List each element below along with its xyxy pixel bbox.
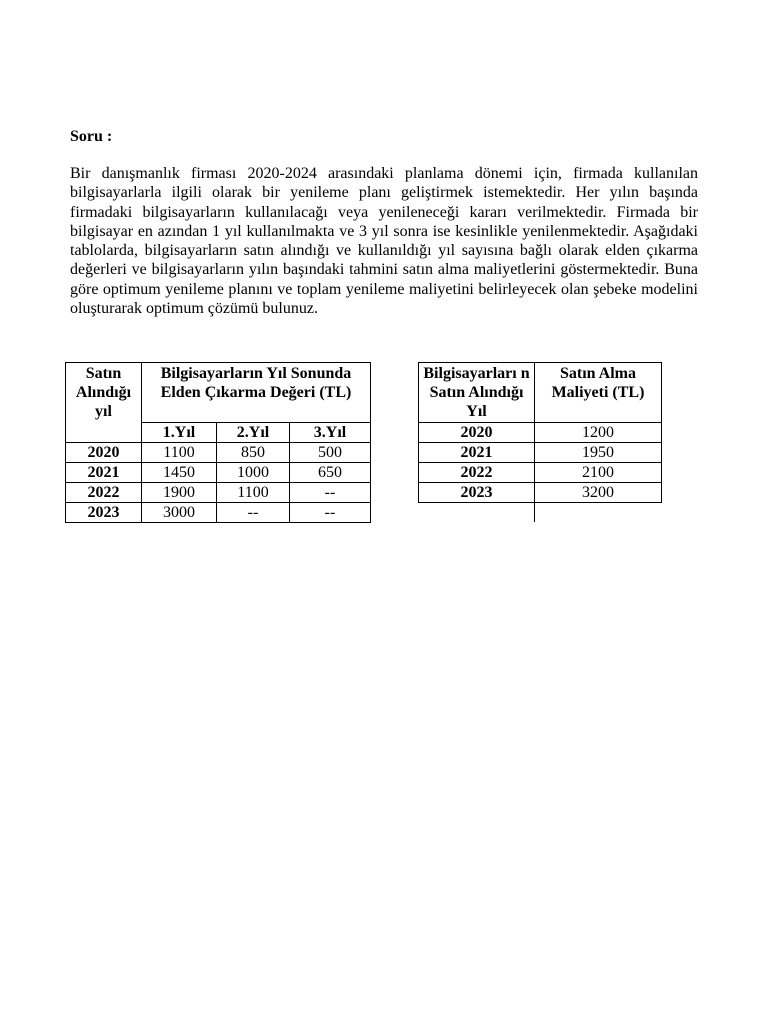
salvage-header-row <box>66 363 371 423</box>
table-row <box>419 483 662 503</box>
row-year: 2022 <box>66 483 142 503</box>
purchase-cost-header: Satın Alma Maliyeti (TL) <box>535 363 662 423</box>
purchase-cost-table <box>418 362 662 522</box>
salvage-value: 1100 <box>217 483 290 503</box>
table-row <box>66 463 371 483</box>
year-1-header: 1.Yıl <box>142 423 217 443</box>
purchase-cost: 1950 <box>535 443 662 463</box>
question-body: Bir danışmanlık firması 2020-2024 arasındaki planlama dönemi için, firmada kullanılan bilgisayarlarla ilgili olarak bir yenileme planı geliştirmek istemektedir. Her yılın başında firmadaki bilgisayarların kullanılacağı veya yenileneceği kararı verilmektedir. Firmada bir bilgisayar en azından 1 yıl kullanılmakta ve 3 yıl sonra ise kesinlikle yenilenmektedir. Aşağıdaki tablolarda, bilgisayarların satın alındığı ve kullanıldığı yıl sayısına bağlı olarak elden çıkarma değerleri ve bilgisayarların yılın başındaki tahmini satın alma maliyetlerini göstermektedir. Buna göre optimum yenileme planını ve toplam yenileme maliyetini belirleyecek olan şebeke modelini oluşturarak optimum çözümü bulunuz. <box>70 165 698 318</box>
year-2-header: 2.Yıl <box>217 423 290 443</box>
row-year: 2020 <box>419 423 535 443</box>
question-heading: Soru : <box>70 128 113 145</box>
purchase-year-header: Satın Alındığı yıl <box>66 363 142 443</box>
purchase-cost: 2100 <box>535 463 662 483</box>
salvage-value: -- <box>290 483 371 503</box>
salvage-value: 1000 <box>217 463 290 483</box>
purchase-header-row <box>419 363 662 423</box>
table-row <box>66 443 371 463</box>
row-year: 2021 <box>419 443 535 463</box>
table-row <box>419 463 662 483</box>
salvage-value: 1900 <box>142 483 217 503</box>
salvage-value: -- <box>290 503 371 523</box>
salvage-value: 1100 <box>142 443 217 463</box>
purchase-cost: 1200 <box>535 423 662 443</box>
year-3-header: 3.Yıl <box>290 423 371 443</box>
purchase-year-header: Bilgisayarları n Satın Alındığı Yıl <box>419 363 535 423</box>
row-year: 2022 <box>419 463 535 483</box>
purchase-cost: 3200 <box>535 483 662 503</box>
table-row <box>66 483 371 503</box>
salvage-value: 500 <box>290 443 371 463</box>
salvage-value: 3000 <box>142 503 217 523</box>
table-row <box>66 503 371 523</box>
salvage-value-table <box>65 362 371 523</box>
salvage-value: 1450 <box>142 463 217 483</box>
empty-cell <box>419 503 535 523</box>
row-year: 2023 <box>66 503 142 523</box>
row-year: 2021 <box>66 463 142 483</box>
table-row-empty <box>419 503 662 523</box>
salvage-group-header: Bilgisayarların Yıl Sonunda Elden Çıkarma Değeri (TL) <box>142 363 371 423</box>
salvage-value: 850 <box>217 443 290 463</box>
table-row <box>419 443 662 463</box>
table-row <box>419 423 662 443</box>
salvage-value: -- <box>217 503 290 523</box>
row-year: 2023 <box>419 483 535 503</box>
row-year: 2020 <box>66 443 142 463</box>
salvage-value: 650 <box>290 463 371 483</box>
empty-cell <box>535 503 662 523</box>
